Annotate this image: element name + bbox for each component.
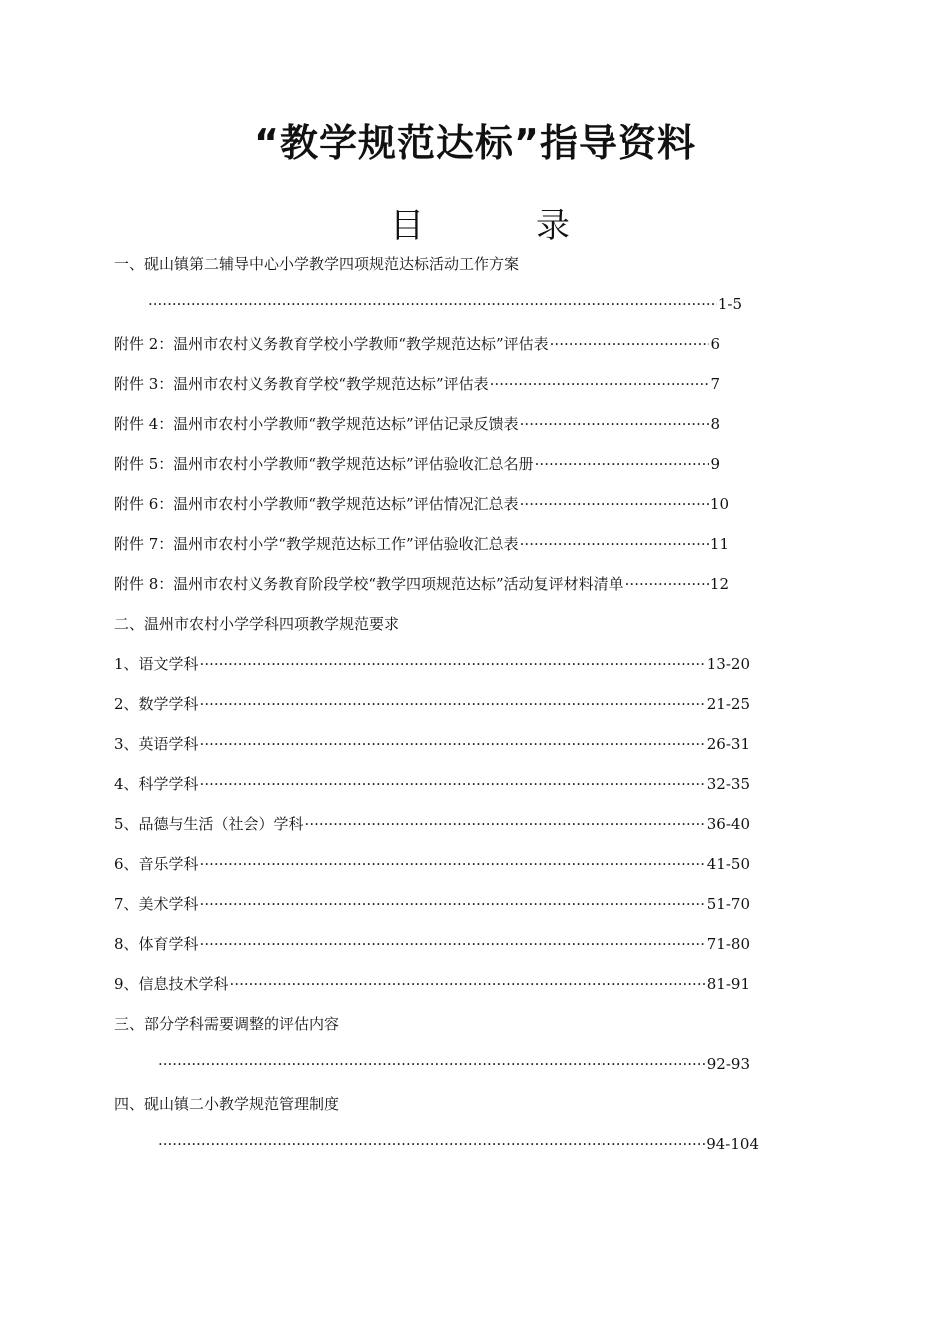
dot-leader — [490, 374, 710, 394]
toc-entry-attachment-8 — [114, 574, 729, 594]
dot-leader — [158, 1054, 706, 1074]
toc-section-4-label: 四、砚山镇二小教学规范管理制度 — [114, 1095, 340, 1113]
toc-entry-pages: 51-70 — [706, 895, 750, 913]
dot-leader — [550, 334, 710, 354]
toc-entry-label: 附件 7：温州市农村小学“教学规范达标工作”评估验收汇总表 — [114, 535, 519, 553]
toc-heading-char-1: 目 — [390, 206, 424, 246]
toc-entry-pages: 10 — [709, 495, 729, 513]
toc-heading — [390, 198, 570, 247]
toc-section-4-pages: 94-104 — [706, 1135, 759, 1153]
dot-leader — [520, 414, 710, 434]
toc-entry-label: 1、语文学科 — [114, 655, 199, 673]
toc-entry-label: 附件 2：温州市农村义务教育学校小学教师“教学规范达标”评估表 — [114, 335, 549, 353]
toc-entry-label: 2、数学学科 — [114, 695, 199, 713]
toc-section-3-leader — [158, 1054, 750, 1074]
toc-entry-pages: 21-25 — [706, 695, 750, 713]
toc-entry-subject-8 — [114, 934, 750, 954]
toc-entry-subject-9 — [114, 974, 750, 994]
toc-entry-pages: 26-31 — [706, 735, 750, 753]
toc-entry-label: 5、品德与生活（社会）学科 — [114, 815, 304, 833]
dot-leader — [200, 854, 706, 874]
toc-entry-subject-7 — [114, 894, 750, 914]
toc-entry-pages: 7 — [710, 375, 720, 393]
toc-entry-subject-4 — [114, 774, 750, 794]
toc-entry-subject-2 — [114, 694, 750, 714]
toc-entry-label: 附件 3：温州市农村义务教育学校“教学规范达标”评估表 — [114, 375, 489, 393]
toc-entry-subject-5 — [114, 814, 750, 834]
toc-section-3-pages: 92-93 — [706, 1055, 750, 1073]
toc-entry-label: 7、美术学科 — [114, 895, 199, 913]
toc-entry-pages: 13-20 — [706, 655, 750, 673]
dot-leader — [148, 294, 717, 314]
toc-entry-label: 8、体育学科 — [114, 935, 199, 953]
toc-section-1-leader — [148, 294, 742, 314]
toc-entry-attachment-2 — [114, 334, 720, 354]
dot-leader — [200, 774, 706, 794]
toc-entry-label: 附件 4：温州市农村小学教师“教学规范达标”评估记录反馈表 — [114, 415, 519, 433]
toc-entry-pages: 41-50 — [706, 855, 750, 873]
dot-leader — [158, 1134, 705, 1154]
toc-entry-pages: 11 — [709, 535, 729, 553]
toc-entry-pages: 81-91 — [706, 975, 750, 993]
toc-entry-label: 3、英语学科 — [114, 735, 199, 753]
dot-leader — [230, 974, 706, 994]
toc-entry-label: 4、科学学科 — [114, 775, 199, 793]
dot-leader — [200, 694, 706, 714]
toc-entry-attachment-7 — [114, 534, 729, 554]
toc-entry-subject-6 — [114, 854, 750, 874]
dot-leader — [200, 654, 706, 674]
dot-leader — [535, 454, 710, 474]
dot-leader — [520, 494, 709, 514]
toc-entry-attachment-6 — [114, 494, 729, 514]
toc-entry-pages: 6 — [710, 335, 720, 353]
dot-leader — [200, 734, 706, 754]
toc-section-4-leader — [158, 1134, 759, 1154]
toc-heading-char-2: 录 — [536, 206, 570, 246]
document-title: “教学规范达标”指导资料 — [254, 121, 696, 165]
toc-entry-label: 附件 6：温州市农村小学教师“教学规范达标”评估情况汇总表 — [114, 495, 519, 513]
toc-entry-subject-1 — [114, 654, 750, 674]
dot-leader — [200, 934, 706, 954]
dot-leader — [305, 814, 706, 834]
toc-entry-pages: 9 — [710, 455, 720, 473]
toc-entry-label: 9、信息技术学科 — [114, 975, 229, 993]
toc-entry-pages: 32-35 — [706, 775, 750, 793]
toc-entry-label: 附件 8：温州市农村义务教育阶段学校“教学四项规范达标”活动复评材料清单 — [114, 575, 624, 593]
toc-entry-label: 附件 5：温州市农村小学教师“教学规范达标”评估验收汇总名册 — [114, 455, 534, 473]
toc-entry-pages: 36-40 — [706, 815, 750, 833]
toc-entry-pages: 12 — [709, 575, 729, 593]
toc-entry-attachment-4 — [114, 414, 720, 434]
toc-entry-attachment-5 — [114, 454, 720, 474]
toc-section-3-label: 三、部分学科需要调整的评估内容 — [114, 1015, 340, 1033]
toc-entry-label: 6、音乐学科 — [114, 855, 199, 873]
toc-entry-pages: 71-80 — [706, 935, 750, 953]
toc-section-1-pages: 1-5 — [717, 295, 742, 313]
toc-entry-attachment-3 — [114, 374, 720, 394]
dot-leader — [625, 574, 709, 594]
toc-entry-subject-3 — [114, 734, 750, 754]
dot-leader — [200, 894, 706, 914]
toc-section-2-label: 二、温州市农村小学学科四项教学规范要求 — [114, 615, 400, 633]
dot-leader — [520, 534, 709, 554]
toc-section-1-label: 一、砚山镇第二辅导中心小学教学四项规范达标活动工作方案 — [114, 255, 520, 273]
toc-entry-pages: 8 — [710, 415, 720, 433]
